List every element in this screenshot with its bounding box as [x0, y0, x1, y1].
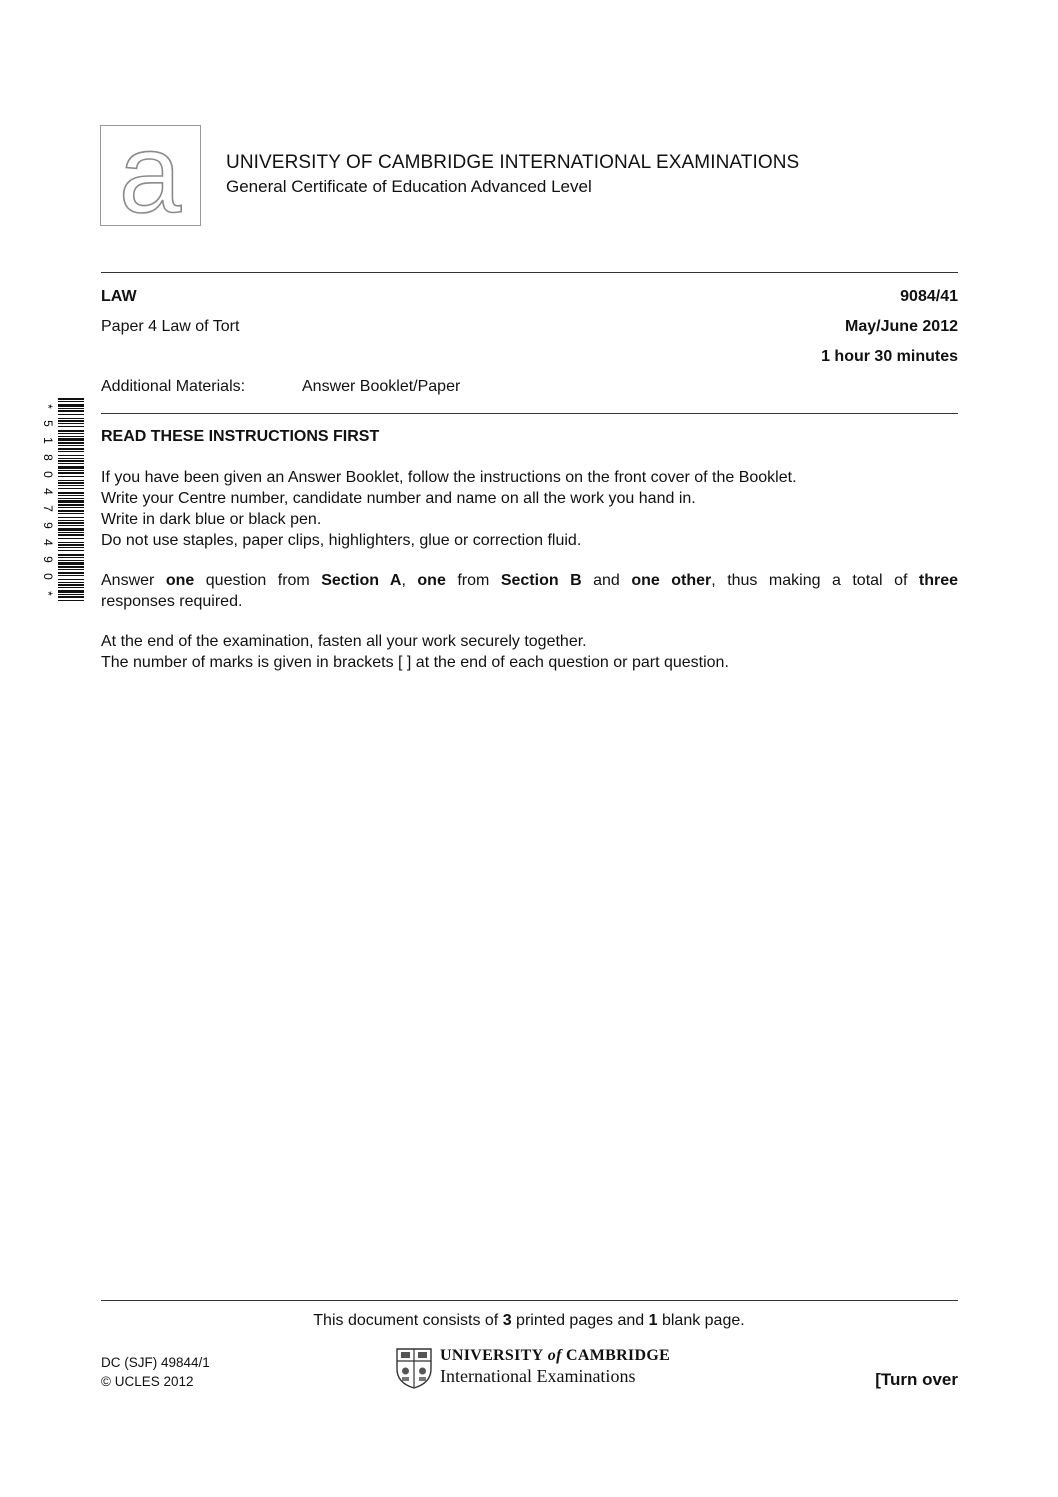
barcode-bar	[58, 594, 84, 595]
barcode-bar	[58, 575, 84, 576]
barcode-bar	[58, 547, 84, 548]
barcode-bar	[58, 445, 84, 446]
barcode-bar	[58, 542, 84, 543]
barcode-bar	[58, 398, 84, 400]
divider-instructions	[101, 413, 958, 414]
barcode-bar	[58, 562, 84, 565]
document-ref: DC (SJF) 49844/1	[101, 1355, 210, 1370]
barcode-bar	[58, 485, 84, 486]
barcode-bar	[58, 404, 84, 407]
barcode-digit: 7	[40, 505, 55, 512]
svg-text:a: a	[118, 126, 182, 224]
barcode-bar	[58, 458, 84, 459]
barcode-bar	[58, 579, 84, 580]
barcode-bar	[58, 544, 84, 546]
instruction-line: If you have been given an Answer Booklet, follow the instructions on the front cover of the Booklet.	[101, 469, 797, 486]
answer-text: from	[445, 572, 501, 589]
wordmark-text: CAMBRIDGE	[566, 1347, 671, 1364]
barcode-digit: 9	[40, 556, 55, 563]
barcode-bar	[58, 480, 84, 481]
barcode-bar	[58, 436, 84, 437]
note-emph: 1	[648, 1312, 658, 1329]
barcode-bar	[58, 463, 84, 464]
session: May/June 2012	[845, 318, 958, 335]
materials-value: Answer Booklet/Paper	[302, 378, 461, 395]
instruction-line: Write in dark blue or black pen.	[101, 511, 322, 528]
barcode-bar	[58, 500, 84, 503]
barcode-bar	[58, 532, 84, 533]
instruction-line: Do not use staples, paper clips, highlighters, glue or correction fluid.	[101, 532, 582, 549]
paper-name: Paper 4 Law of Tort	[101, 318, 240, 335]
barcode-bar	[58, 426, 84, 427]
answer-emph: three	[918, 572, 959, 589]
duration: 1 hour 30 minutes	[821, 348, 958, 365]
barcode-bar	[58, 420, 84, 422]
barcode-bar	[58, 513, 84, 514]
answer-text: question from	[194, 572, 322, 589]
logo-a-icon	[101, 126, 199, 224]
barcode-bar	[58, 495, 84, 496]
barcode-bar	[58, 498, 84, 499]
barcode-bar	[58, 442, 84, 444]
barcode-bar	[58, 438, 84, 441]
barcode-digit: 8	[40, 454, 55, 461]
cambridge-wordmark-line1	[440, 1347, 670, 1365]
barcode-digit: 5	[40, 420, 55, 427]
answer-requirement	[101, 570, 958, 591]
answer-emph: Section A	[321, 572, 402, 589]
barcode-bar	[58, 584, 84, 586]
barcode-bar	[58, 520, 84, 521]
barcode-bar	[58, 408, 84, 409]
barcode-bar	[58, 600, 84, 601]
barcode-bar	[58, 414, 84, 415]
end-instruction: At the end of the examination, fasten all your work securely together.	[101, 633, 587, 650]
barcode-bar	[58, 590, 84, 593]
barcode-bar	[58, 525, 84, 526]
note-text: blank page.	[657, 1312, 745, 1329]
barcode-bar	[58, 433, 84, 434]
barcode-digit: *	[40, 591, 55, 596]
barcode-graphic	[38, 398, 86, 602]
barcode-bar	[58, 522, 84, 524]
barcode-bar	[58, 596, 84, 598]
page-count-note	[0, 1312, 1058, 1330]
answer-text: ,	[401, 572, 418, 589]
answer-emph: Section B	[500, 572, 582, 589]
barcode-bar	[58, 587, 84, 588]
barcode-digit: 1	[40, 437, 55, 444]
barcode-bar	[58, 517, 84, 518]
note-emph: 3	[502, 1312, 512, 1329]
barcode-digit: *	[40, 404, 55, 409]
barcode-bar	[58, 448, 84, 450]
barcode-bar	[58, 401, 84, 402]
wordmark-text: UNIVERSITY	[440, 1347, 544, 1364]
cambridge-wordmark-line2: International Examinations	[440, 1366, 636, 1386]
barcode-bar	[58, 504, 84, 506]
barcode-bar	[58, 430, 84, 432]
materials-label: Additional Materials:	[101, 378, 246, 395]
barcode-bar	[58, 476, 84, 477]
instruction-line: Write your Centre number, candidate number and name on all the work you hand in.	[101, 490, 696, 507]
end-instruction: The number of marks is given in brackets [ ] at the end of each question or part question.	[101, 654, 729, 671]
note-text: This document consists of	[313, 1312, 503, 1329]
candidate-barcode	[38, 398, 86, 602]
paper-code: 9084/41	[900, 288, 958, 305]
barcode-bar	[58, 528, 84, 531]
cambridge-crest-icon	[395, 1347, 433, 1389]
barcode-bar	[58, 460, 84, 462]
barcode-bar	[58, 410, 84, 412]
divider-footer	[101, 1300, 958, 1301]
barcode-bar	[58, 554, 84, 556]
institution-title: UNIVERSITY OF CAMBRIDGE INTERNATIONAL EXAMINATIONS	[226, 152, 800, 173]
barcode-bar	[58, 560, 84, 561]
barcode-bar	[58, 423, 84, 424]
answer-emph: one	[165, 572, 195, 589]
barcode-digit: 9	[40, 522, 55, 529]
answer-emph: one	[417, 572, 446, 589]
barcode-digit: 0	[40, 573, 55, 580]
barcode-bar	[58, 455, 84, 456]
barcode-digit: 0	[40, 471, 55, 478]
barcode-bar	[58, 466, 84, 469]
barcode-bar	[58, 550, 84, 551]
barcode-bar	[58, 582, 84, 583]
barcode-bar	[58, 557, 84, 558]
barcode-bar	[58, 418, 84, 419]
copyright: © UCLES 2012	[101, 1374, 194, 1389]
note-text: printed pages and	[511, 1312, 649, 1329]
barcode-bar	[58, 472, 84, 474]
barcode-bar	[58, 451, 84, 452]
answer-text: , thus making a total of	[711, 572, 919, 589]
answer-text: Answer	[101, 572, 166, 589]
barcode-bar	[58, 507, 84, 508]
barcode-bar	[58, 482, 84, 484]
barcode-bar	[58, 470, 84, 471]
qualification-title: General Certificate of Education Advanced Level	[226, 177, 592, 196]
barcode-bar	[58, 569, 84, 570]
divider-top	[101, 272, 958, 273]
barcode-bar	[58, 566, 84, 568]
barcode-digit: 4	[40, 539, 55, 546]
barcode-bar	[58, 534, 84, 536]
barcode-bar	[58, 510, 84, 512]
answer-emph: one other	[631, 572, 712, 589]
subject: LAW	[101, 288, 137, 305]
wordmark-of: of	[543, 1347, 566, 1364]
barcode-bar	[58, 538, 84, 539]
barcode-bar	[58, 572, 84, 574]
barcode-digit: 4	[40, 488, 55, 495]
turn-over: [Turn over	[875, 1370, 958, 1389]
barcode-bar	[58, 492, 84, 494]
cie-logo	[100, 125, 201, 226]
instructions-heading: READ THESE INSTRUCTIONS FIRST	[101, 428, 380, 445]
barcode-bar	[58, 488, 84, 489]
answer-requirement-cont: responses required.	[101, 593, 243, 610]
answer-text: and	[581, 572, 632, 589]
instructions-block	[101, 426, 958, 673]
